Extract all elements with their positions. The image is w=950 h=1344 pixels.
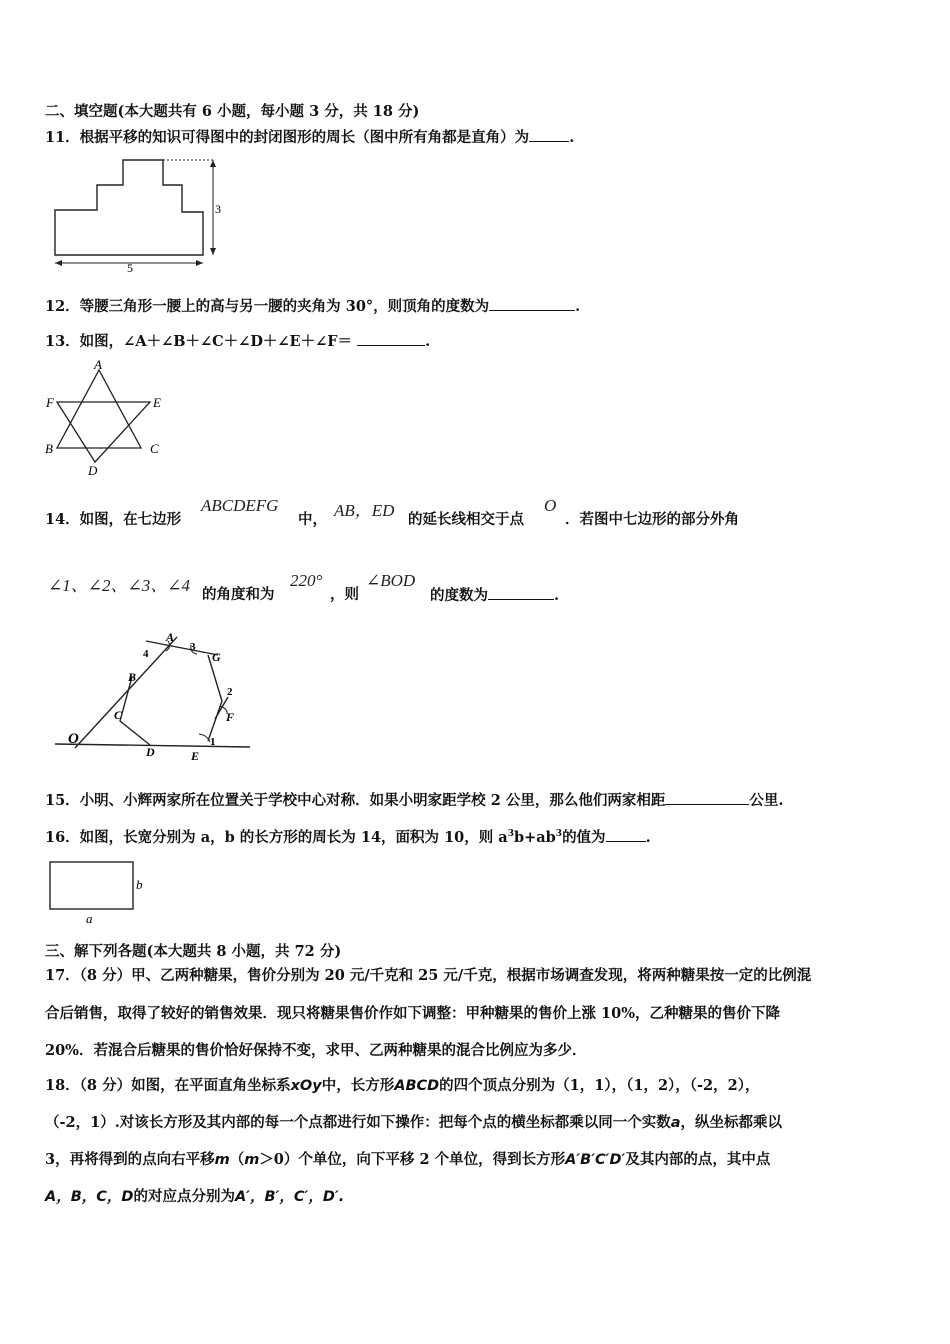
q14-formula-220: 220° bbox=[290, 571, 323, 590]
question-14-text-6: ，则 bbox=[330, 586, 359, 603]
fig14-angle-1: 1 bbox=[210, 736, 216, 748]
q18-text-2a: （-2，1）.对该长方形及其内部的每一个点都进行如下操作：把每个点的横坐标都乘以同一个实数 bbox=[45, 1114, 671, 1131]
fig13-label-A: A bbox=[94, 357, 102, 372]
fig13-label-D: D bbox=[88, 463, 98, 478]
question-12 bbox=[45, 296, 580, 317]
q18-text-4b: 的对应点分别为 bbox=[133, 1188, 235, 1205]
fig14-label-A: A bbox=[166, 630, 175, 644]
fig14-angle-3: 3 bbox=[190, 641, 196, 653]
question-16-text-3: 的值为 bbox=[562, 828, 606, 846]
fig13-label-C: C bbox=[150, 441, 159, 456]
fig11-width-label: 5 bbox=[127, 261, 133, 275]
q18-text-3b: （ bbox=[229, 1151, 245, 1168]
fig11-height-label: 3 bbox=[215, 202, 221, 216]
fig16-label-a: a bbox=[86, 911, 93, 926]
fig14-label-D: D bbox=[146, 745, 155, 759]
q18-text-1b: 中，长方形 bbox=[321, 1077, 395, 1094]
question-11-end: . bbox=[569, 129, 575, 146]
q18-text-2b: ，纵坐标都乘以 bbox=[680, 1114, 783, 1131]
question-13-text: 13．如图，∠A＋∠B＋∠C＋∠D＋∠E＋∠F＝ bbox=[45, 333, 353, 350]
question-15-end: 公里. bbox=[749, 792, 784, 809]
answer-blank-12 bbox=[489, 296, 575, 311]
q16-sup-1: 3 bbox=[507, 829, 514, 839]
fig14-angle-4: 4 bbox=[143, 648, 149, 660]
question-13 bbox=[45, 331, 430, 352]
q18-text-3d: 及其内部的点，其中点 bbox=[625, 1151, 771, 1168]
figure-q11-stepped-shape bbox=[45, 155, 245, 275]
question-14-end: . bbox=[554, 587, 560, 604]
q14-formula-angles: ∠1、∠2、∠3、∠4 bbox=[48, 576, 190, 595]
answer-blank-15 bbox=[665, 790, 749, 805]
question-14-text-7 bbox=[430, 585, 559, 606]
question-16 bbox=[45, 824, 651, 848]
q18-m1: m bbox=[214, 1152, 230, 1168]
fig13-label-E: E bbox=[153, 395, 161, 410]
question-18-line-1 bbox=[45, 1076, 759, 1096]
q18-text-3a: 3，再将得到的点向右平移 bbox=[45, 1151, 215, 1168]
question-14-text-4: ．若图中七边形的部分外角 bbox=[565, 511, 739, 528]
question-16-text-1: 16．如图，长宽分别为 a，b 的长方形的周长为 14，面积为 10，则 a bbox=[45, 828, 508, 846]
question-18-line-4 bbox=[45, 1187, 344, 1207]
question-12-end: . bbox=[575, 298, 581, 315]
fig14-label-B: B bbox=[128, 670, 137, 684]
q14-formula-heptagon: ABCDEFG bbox=[201, 496, 279, 515]
question-14-text-1: 14．如图，在七边形 bbox=[45, 511, 182, 528]
question-14-text-7-label: 的度数为 bbox=[430, 587, 488, 604]
fig14-label-G: G bbox=[212, 650, 221, 664]
section-2-title: 二、填空题(本大题共有 6 小题，每小题 3 分，共 18 分) bbox=[45, 103, 420, 120]
q18-points: A，B，C，D bbox=[45, 1189, 134, 1205]
q14-formula-point-O: O bbox=[544, 496, 557, 515]
q18-xOy: xOy bbox=[290, 1078, 322, 1094]
q18-points-prime: A′，B′，C′，D′. bbox=[234, 1189, 345, 1205]
q18-a: a bbox=[670, 1115, 681, 1131]
figure-q14-heptagon bbox=[50, 625, 260, 765]
q14-formula-lines: AB，ED bbox=[334, 501, 395, 520]
q18-A-prime: A′B′C′D′ bbox=[565, 1152, 626, 1168]
q18-text-3c: ＞0）个单位，向下平移 2 个单位，得到长方形 bbox=[259, 1151, 566, 1168]
figure-q13-star bbox=[40, 358, 170, 480]
figure-q16-rectangle bbox=[45, 857, 155, 929]
fig16-label-b: b bbox=[136, 877, 143, 892]
question-11 bbox=[45, 127, 574, 148]
answer-blank-13 bbox=[357, 331, 425, 346]
section-3-title: 三、解下列各题(本大题共 8 小题，共 72 分) bbox=[45, 943, 342, 960]
question-14-text-3: 的延长线相交于点 bbox=[408, 511, 524, 528]
question-15-text: 15．小明、小辉两家所在位置关于学校中心对称．如果小明家距学校 2 公里，那么他们两家相距 bbox=[45, 792, 666, 809]
fig13-label-F: F bbox=[46, 395, 54, 410]
fig14-label-F: F bbox=[226, 710, 235, 724]
fig14-label-C: C bbox=[114, 708, 123, 722]
question-16-text-2: b+ab bbox=[513, 828, 556, 846]
question-17-line-1: 17．（8 分）甲、乙两种糖果，售价分别为 20 元/千克和 25 元/千克，根据市场调查发现，将两种糖果按一定的比例混 bbox=[45, 967, 812, 984]
question-18-line-3 bbox=[45, 1150, 770, 1170]
question-11-text: 11．根据平移的知识可得图中的封闭图形的周长（图中所有角都是直角）为 bbox=[45, 129, 530, 146]
question-14-text-2: 中， bbox=[298, 511, 327, 528]
q14-formula-BOD: ∠BOD bbox=[366, 571, 416, 590]
question-13-end: . bbox=[425, 333, 431, 350]
answer-blank-11 bbox=[529, 127, 569, 142]
question-18-line-2 bbox=[45, 1113, 782, 1133]
q18-text-1c: 的四个顶点分别为（1，1），（1，2），（-2，2）， bbox=[439, 1077, 760, 1094]
q18-text-1a: 18．（8 分）如图，在平面直角坐标系 bbox=[45, 1077, 291, 1094]
q16-sup-2: 3 bbox=[555, 829, 563, 839]
q18-ABCD: ABCD bbox=[394, 1078, 440, 1094]
answer-blank-16 bbox=[606, 827, 646, 842]
fig14-label-E: E bbox=[191, 749, 200, 763]
question-14-text-5: 的角度和为 bbox=[202, 586, 275, 603]
fig13-label-B: B bbox=[45, 441, 53, 456]
fig14-label-O: O bbox=[68, 731, 79, 747]
question-17-line-3: 20%．若混合后糖果的售价恰好保持不变，求甲、乙两种糖果的混合比例应为多少． bbox=[45, 1042, 587, 1059]
answer-blank-14 bbox=[488, 585, 554, 600]
question-16-end: . bbox=[645, 828, 651, 846]
question-15 bbox=[45, 790, 783, 811]
q18-m2: m bbox=[244, 1152, 260, 1168]
question-17-line-2: 合后销售，取得了较好的销售效果．现只将糖果售价作如下调整：甲种糖果的售价上涨 10%，乙种糖果的售价下降 bbox=[45, 1005, 780, 1022]
fig14-angle-2: 2 bbox=[227, 686, 233, 698]
question-12-text: 12．等腰三角形一腰上的高与另一腰的夹角为 30°，则顶角的度数为 bbox=[45, 298, 490, 315]
